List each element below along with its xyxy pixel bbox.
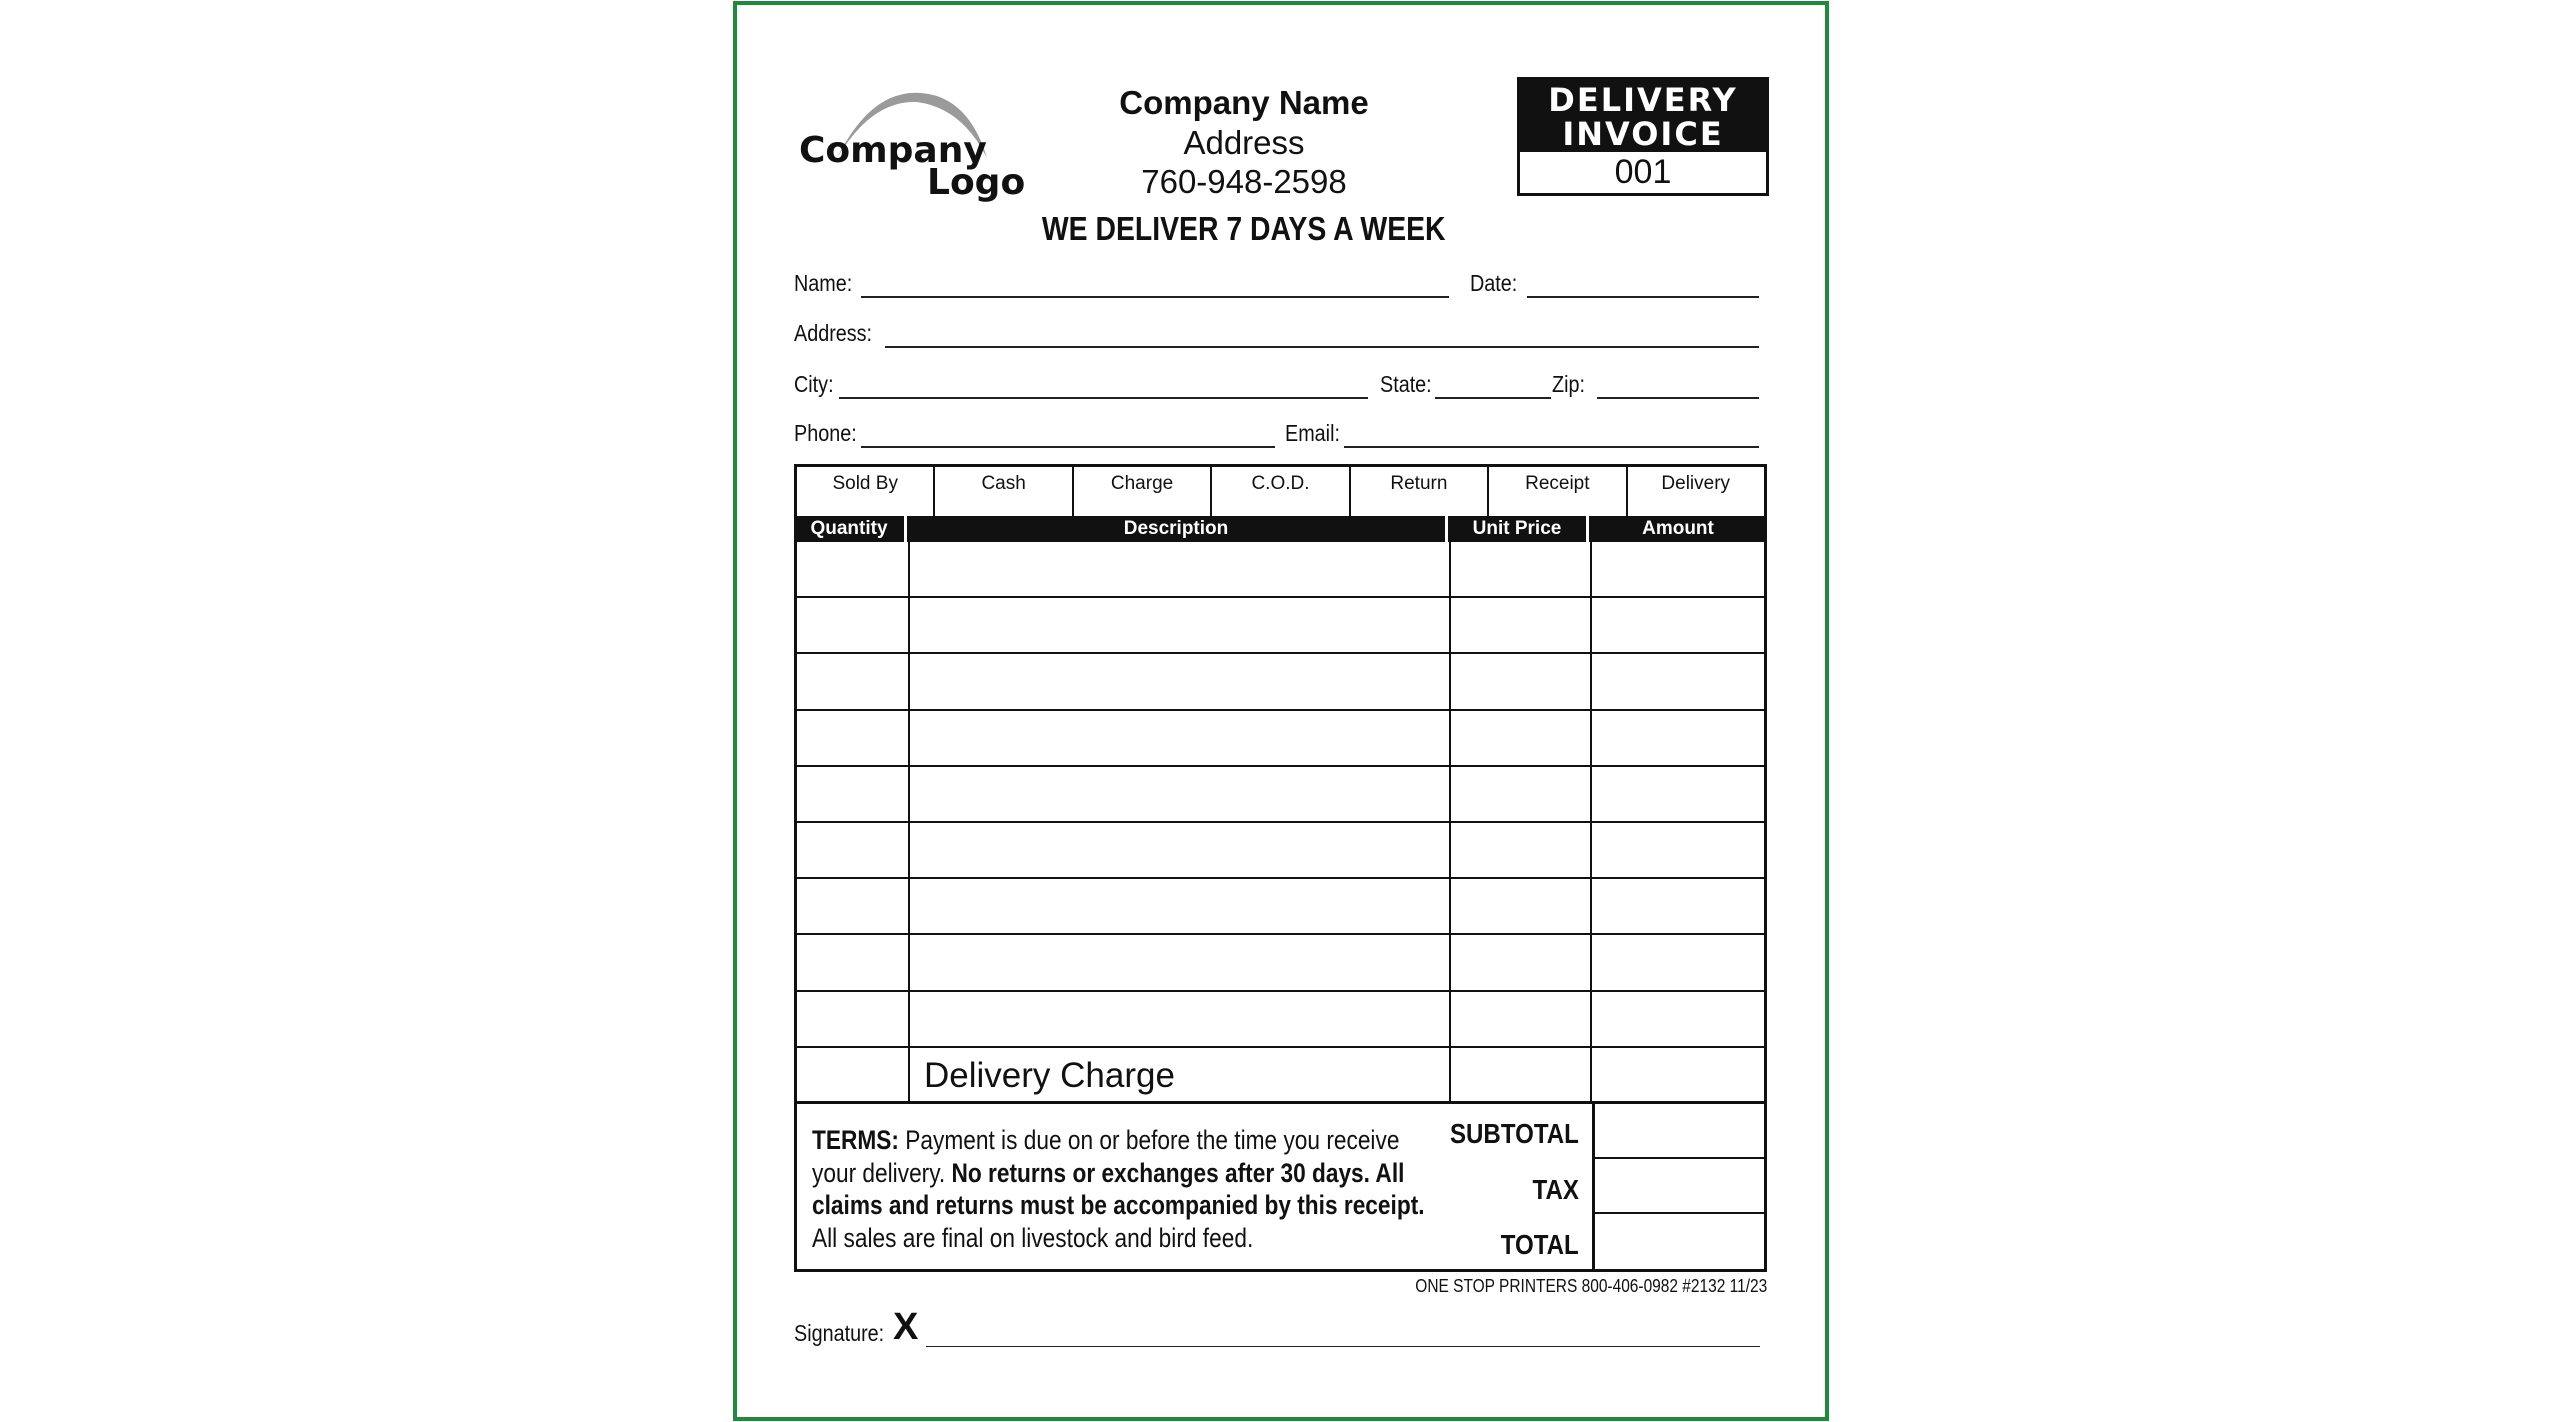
email-label: Email:: [1285, 420, 1340, 446]
payment-return[interactable]: Return: [1351, 467, 1489, 516]
table-row: [797, 935, 1764, 991]
address-label: Address:: [794, 320, 873, 346]
unit-price-cell[interactable]: [1451, 935, 1592, 989]
unit-price-cell[interactable]: [1451, 992, 1592, 1046]
description-cell[interactable]: [910, 542, 1451, 596]
printer-credit: ONE STOP PRINTERS 800-406-0982 #2132 11/23: [1415, 1276, 1767, 1296]
payment-sold-by[interactable]: Sold By: [797, 467, 935, 516]
quantity-cell[interactable]: [797, 992, 910, 1046]
payment-receipt[interactable]: Receipt: [1489, 467, 1627, 516]
col-quantity: Quantity: [794, 516, 907, 542]
invoice-title-2: INVOICE: [1562, 115, 1724, 153]
logo-text-logo: Logo: [927, 162, 1026, 203]
table-row: [797, 767, 1764, 823]
zip-field[interactable]: [1597, 397, 1759, 399]
signature-field[interactable]: [926, 1346, 1760, 1347]
tax-field[interactable]: [1595, 1159, 1764, 1214]
table-row: [797, 598, 1764, 654]
total-label: TOTAL: [1500, 1229, 1579, 1260]
delivery-invoice-box: [1517, 77, 1769, 196]
amount-cell[interactable]: [1592, 823, 1764, 877]
col-amount: Amount: [1642, 518, 1714, 539]
delivery-charge-label: Delivery Charge: [924, 1055, 1175, 1095]
payment-delivery[interactable]: Delivery: [1661, 473, 1731, 494]
payment-cash[interactable]: Cash: [935, 467, 1073, 516]
unit-price-cell[interactable]: [1451, 542, 1592, 596]
city-label: City:: [794, 371, 834, 397]
company-address: Address: [1183, 124, 1305, 161]
items-table: [794, 542, 1767, 1104]
name-label: Name:: [794, 270, 853, 296]
terms-label: TERMS:: [812, 1125, 899, 1155]
quantity-cell[interactable]: [797, 598, 910, 652]
unit-price-cell[interactable]: [1451, 654, 1592, 708]
quantity-cell[interactable]: [797, 823, 910, 877]
unit-price-cell[interactable]: [1451, 823, 1592, 877]
amount-cell[interactable]: [1592, 935, 1764, 989]
unit-price-cell[interactable]: [1451, 598, 1592, 652]
invoice-title-1: DELIVERY: [1548, 81, 1738, 119]
quantity-cell[interactable]: [797, 767, 910, 821]
description-cell[interactable]: [910, 879, 1451, 933]
amount-cell[interactable]: [1592, 542, 1764, 596]
amount-cell[interactable]: [1592, 598, 1764, 652]
signature-label: Signature:: [794, 1320, 885, 1346]
state-label: State:: [1380, 371, 1432, 397]
logo-text-company: Company: [799, 130, 987, 171]
quantity-cell[interactable]: [797, 1048, 910, 1101]
date-label: Date:: [1470, 270, 1518, 296]
phone-field[interactable]: [861, 446, 1275, 448]
unit-price-cell[interactable]: [1451, 711, 1592, 765]
state-field[interactable]: [1435, 397, 1551, 399]
subtotal-label: SUBTOTAL: [1450, 1118, 1579, 1149]
tagline: WE DELIVER 7 DAYS A WEEK: [1042, 210, 1446, 247]
signature-x-mark: X: [893, 1306, 919, 1348]
description-cell[interactable]: [910, 823, 1451, 877]
table-row: [797, 711, 1764, 767]
company-phone: 760-948-2598: [1141, 163, 1347, 200]
table-row: [797, 542, 1764, 598]
quantity-cell[interactable]: [797, 711, 910, 765]
table-row: [797, 992, 1764, 1048]
tax-label: TAX: [1532, 1174, 1579, 1205]
payment-charge[interactable]: Charge: [1074, 467, 1212, 516]
amount-cell[interactable]: [1592, 1048, 1764, 1101]
amount-cell[interactable]: [1592, 654, 1764, 708]
terms-final-sale: All sales are final on livestock and bird feed.: [812, 1222, 1254, 1253]
description-cell[interactable]: [910, 992, 1451, 1046]
table-row: [797, 1048, 1764, 1104]
description-cell[interactable]: [910, 767, 1451, 821]
quantity-cell[interactable]: [797, 879, 910, 933]
unit-price-cell[interactable]: [1451, 1048, 1592, 1101]
amount-cell[interactable]: [1592, 992, 1764, 1046]
amount-cell[interactable]: [1592, 767, 1764, 821]
col-unit-price: Unit Price: [1448, 516, 1589, 542]
description-cell[interactable]: [910, 654, 1451, 708]
description-cell[interactable]: [910, 935, 1451, 989]
email-field[interactable]: [1344, 446, 1759, 448]
name-field[interactable]: [861, 296, 1449, 298]
date-field[interactable]: [1527, 296, 1759, 298]
table-row: [797, 654, 1764, 710]
totals-section: [794, 1104, 1767, 1272]
quantity-cell[interactable]: [797, 542, 910, 596]
amount-cell[interactable]: [1592, 879, 1764, 933]
unit-price-cell[interactable]: [1451, 879, 1592, 933]
amount-cell[interactable]: [1592, 711, 1764, 765]
city-field[interactable]: [839, 397, 1368, 399]
invoice-number: 001: [1614, 153, 1672, 191]
items-header: [794, 516, 1767, 542]
terms-returns: No returns or exchanges after 30 days. All claims and returns must be accompanied by this receipt.: [812, 1157, 1425, 1220]
total-field[interactable]: [1595, 1214, 1764, 1269]
company-name: Company Name: [1119, 84, 1369, 121]
description-cell[interactable]: [910, 1048, 1451, 1101]
description-cell[interactable]: [910, 598, 1451, 652]
description-cell[interactable]: [910, 711, 1451, 765]
subtotal-field[interactable]: [1595, 1104, 1764, 1159]
phone-label: Phone:: [794, 420, 857, 446]
address-field[interactable]: [885, 346, 1759, 348]
zip-label: Zip:: [1552, 371, 1585, 397]
quantity-cell[interactable]: [797, 654, 910, 708]
payment-cod[interactable]: C.O.D.: [1212, 467, 1350, 516]
terms-payment: Payment is due on or before the time you receive your delivery.: [812, 1125, 1400, 1188]
terms-text: [812, 1124, 1432, 1254]
table-row: [797, 879, 1764, 935]
col-description: Description: [907, 516, 1448, 542]
quantity-cell[interactable]: [797, 935, 910, 989]
table-row: [797, 823, 1764, 879]
unit-price-cell[interactable]: [1451, 767, 1592, 821]
payment-type-row: [794, 464, 1767, 516]
